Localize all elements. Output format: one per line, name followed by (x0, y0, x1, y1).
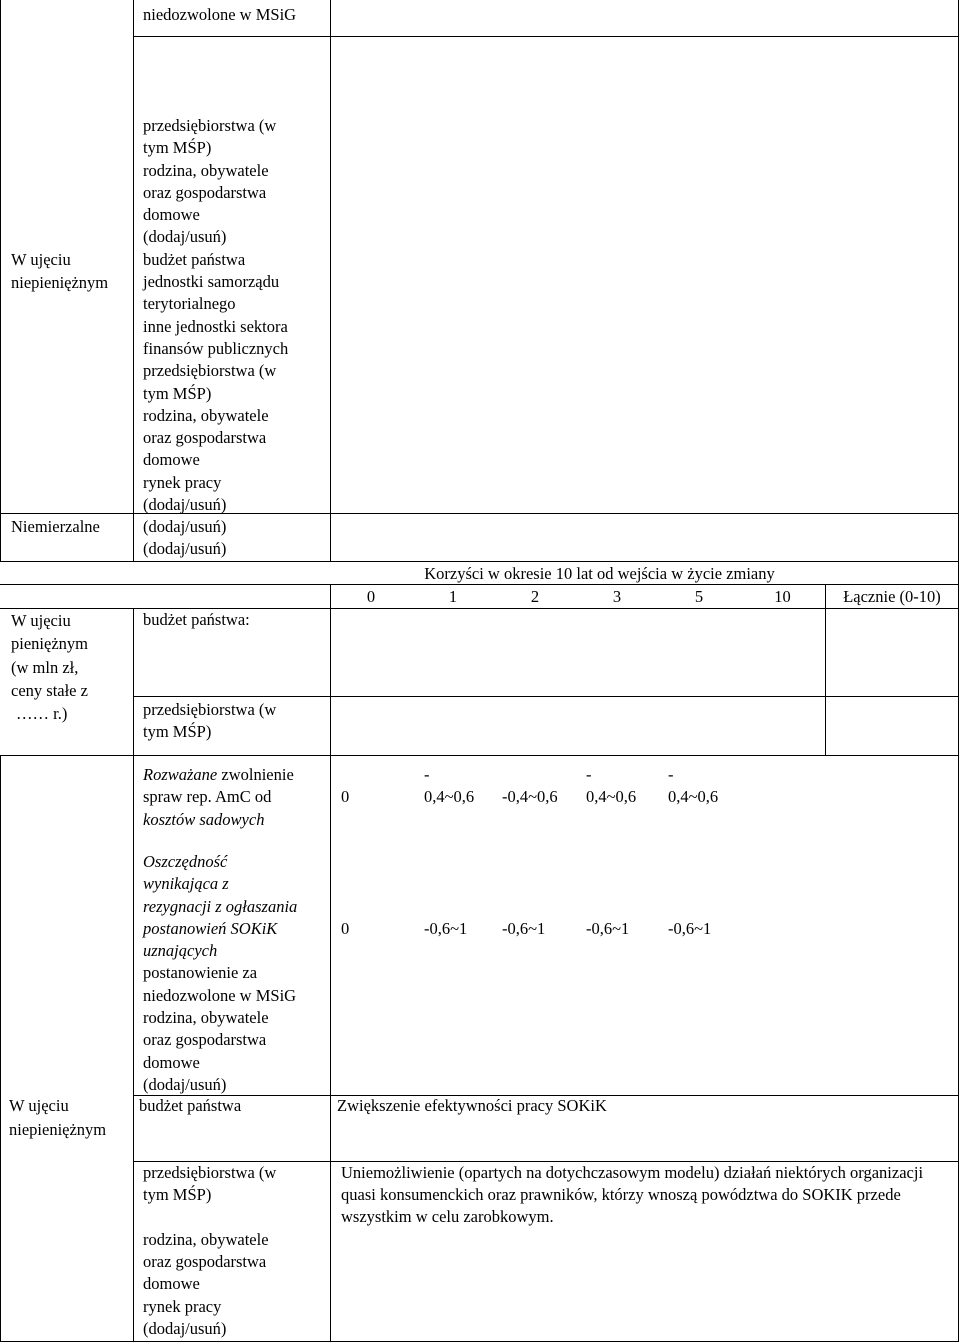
year-10: 10 (774, 587, 791, 606)
list-item: oraz gospodarstwa (143, 428, 267, 448)
nonmonetary-2-budget-value: Zwiększenie efektywności pracy SOKiK (337, 1096, 607, 1115)
list-item: przedsiębiorstwa (w (143, 1163, 277, 1182)
savings-label-italic: wynikająca z (143, 874, 229, 894)
savings-label-italic: uznających (143, 941, 218, 961)
monetary-business-line2: tym MŚP) (143, 722, 212, 741)
release-label-italic1: Rozważane (143, 765, 218, 784)
nonmonetary-2-label-line1: W ujęciu (9, 1096, 69, 1115)
release-value-3: 0,4~0,6 (586, 787, 637, 806)
divider-item-col-bottom (330, 755, 331, 1342)
year-2: 2 (530, 587, 540, 606)
monetary-budget-label: budżet państwa: (143, 610, 250, 629)
year-3: 3 (612, 587, 622, 606)
divider-item-col-mid (330, 584, 331, 755)
monetary-label (11, 609, 88, 725)
savings-label-normal: (dodaj/usuń) (143, 1074, 227, 1094)
border-left-bottom (0, 755, 1, 1342)
release-value-2: -0,4~0,6 (502, 787, 558, 806)
list-item: (dodaj/usuń) (143, 227, 227, 247)
divider-item-col-top (330, 0, 331, 561)
list-item: (dodaj/usuń) (143, 517, 227, 536)
release-label-line2: spraw rep. AmC od (143, 787, 272, 807)
list-item: rodzina, obywatele (143, 160, 269, 180)
release-value-4-dash: - (668, 765, 674, 784)
list-item: domowe (143, 205, 200, 225)
list-item: (dodaj/usuń) (143, 539, 227, 559)
divider-label-col-top (133, 0, 134, 561)
list-item: przedsiębiorstwa (w (143, 361, 277, 381)
list-item: rodzina, obywatele (143, 405, 269, 425)
divider-label-col-bottom (133, 755, 134, 1342)
list-item: (dodaj/usuń) (143, 495, 227, 515)
list-item: oraz gospodarstwa (143, 182, 267, 202)
release-value-3-dash: - (586, 765, 592, 784)
list-item: tym MŚP) (143, 1185, 212, 1205)
divider-total-col (825, 584, 826, 755)
savings-label-italic: rezygnacji z ogłaszania (143, 896, 298, 916)
savings-value-4: -0,6~1 (668, 919, 712, 938)
savings-row-label (143, 851, 297, 1096)
list-item: rodzina, obywatele (143, 1229, 269, 1249)
monetary-label-line: ceny stałe z (11, 680, 88, 700)
list-item: rynek pracy (143, 472, 222, 492)
unmeasurable-label: Niemierzalne (11, 517, 100, 536)
nonmonetary-2-budget-label: budżet państwa (139, 1096, 242, 1115)
border-right (958, 0, 959, 1342)
list-item: tym MŚP) (143, 138, 212, 158)
release-value-4: 0,4~0,6 (668, 787, 719, 806)
line-under-top-row (133, 36, 959, 37)
monetary-label-line: (w mln zł, (11, 657, 79, 677)
release-value-1-dash: - (424, 765, 430, 784)
divider-label-col-mid (133, 608, 134, 755)
list-item: jednostki samorządu (143, 272, 280, 292)
list-item: oraz gospodarstwa (143, 1252, 267, 1272)
monetary-business-line1: przedsiębiorstwa (w (143, 700, 277, 719)
unmeasurable-items (143, 516, 226, 561)
border-left-top (0, 0, 1, 561)
nonmonetary-1-label-line1: W ujęciu (11, 250, 71, 269)
savings-value-3: -0,6~1 (586, 919, 630, 938)
savings-label-normal: rodzina, obywatele (143, 1008, 269, 1028)
release-label-italic3: kosztów sadowych (143, 809, 265, 829)
monetary-label-line: pieniężnym (11, 634, 88, 654)
list-item: inne jednostki sektora (143, 316, 288, 336)
savings-value-0: 0 (341, 919, 350, 938)
year-1: 1 (448, 587, 458, 606)
benefits-title: Korzyści w okresie 10 lat od wejścia w życie zmiany (424, 564, 775, 583)
year-5: 5 (694, 587, 704, 606)
release-value-1: 0,4~0,6 (424, 787, 475, 806)
savings-label-italic: postanowień SOKiK (143, 918, 278, 938)
line-under-monetary (0, 755, 959, 756)
line-under-unmeasurable (0, 561, 959, 562)
list-item: domowe (143, 1274, 200, 1294)
top-row-text: niedozwolone w MSiG (143, 5, 297, 24)
list-item (143, 1207, 276, 1229)
list-item: terytorialnego (143, 294, 236, 314)
list-item: przedsiębiorstwa (w (143, 116, 277, 135)
savings-label-italic: Oszczędność (143, 852, 228, 871)
savings-label-normal: domowe (143, 1052, 200, 1072)
list-item: budżet państwa (143, 249, 246, 269)
list-item: (dodaj/usuń) (143, 1319, 227, 1339)
list-item: tym MŚP) (143, 383, 212, 403)
savings-value-1: -0,6~1 (424, 919, 468, 938)
release-row-label (143, 764, 294, 831)
nonmonetary-1-items (143, 115, 288, 516)
nonmonetary-2-items (143, 1162, 276, 1340)
nonmonetary-2-business-value: Uniemożliwienie (opartych na dotychczasowym modelu) działań niektórych organizacji quasi konsumenckich oraz prawników, którzy wnoszą powództwa do SOKIK przede wszystkim w celu zarobkowym. (341, 1163, 924, 1226)
list-item: rynek pracy (143, 1296, 222, 1316)
release-value-0: 0 (341, 787, 350, 806)
savings-label-normal: niedozwolone w MSiG (143, 985, 297, 1005)
nonmonetary-1-label-line2: niepieniężnym (11, 273, 109, 292)
year-total: Łącznie (0-10) (843, 587, 941, 606)
nonmonetary-2-label-line2: niepieniężnym (9, 1120, 107, 1139)
savings-label-normal: postanowienie za (143, 963, 258, 983)
year-0: 0 (366, 587, 376, 606)
list-item: domowe (143, 450, 200, 470)
monetary-label-line: …… r.) (16, 704, 68, 724)
savings-value-2: -0,6~1 (502, 919, 546, 938)
monetary-label-line: W ujęciu (11, 611, 71, 630)
list-item: finansów publicznych (143, 338, 289, 358)
line-under-budget-row (133, 696, 959, 697)
release-label-normal1: zwolnienie (217, 765, 294, 784)
savings-label-normal: oraz gospodarstwa (143, 1030, 267, 1050)
